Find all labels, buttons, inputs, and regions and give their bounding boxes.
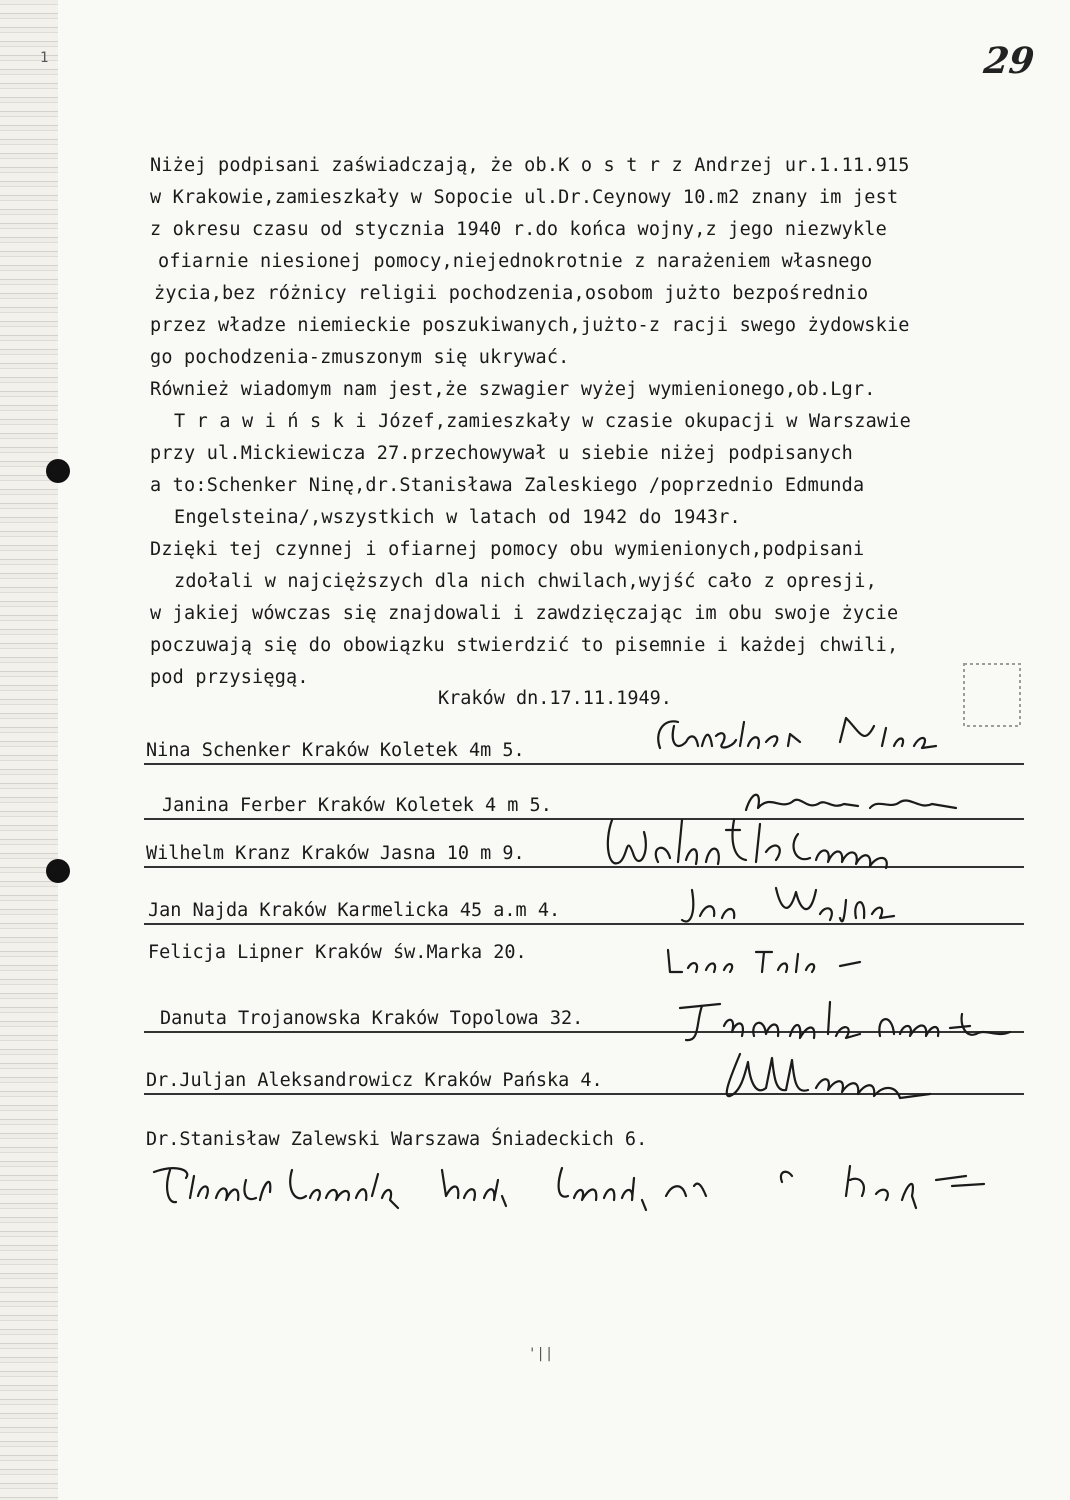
signatory-entry: Jan Najda Kraków Karmelicka 45 a.m 4. <box>148 900 561 921</box>
declaration-text <box>150 150 1030 694</box>
text-line: przy ul.Mickiewicza 27.przechowywał u siebie niżej podpisanych <box>150 443 853 464</box>
signature-line <box>144 763 1024 765</box>
signatory-entry: Dr.Stanisław Zalewski Warszawa Śniadeckich 6. <box>146 1129 648 1150</box>
signatory-entry: Nina Schenker Kraków Koletek 4m 5. <box>146 740 525 761</box>
text-line: pod przysięgą. <box>150 667 309 688</box>
punch-hole <box>46 859 70 883</box>
signatory-entry: Janina Ferber Kraków Koletek 4 m 5. <box>162 795 552 816</box>
signatory-entry: Danuta Trojanowska Kraków Topolowa 32. <box>160 1008 584 1029</box>
handwritten-signature <box>146 1156 1006 1216</box>
text-line: Dzięki tej czynnej i ofiarnej pomocy obu wymienionych,podpisani <box>150 539 865 560</box>
text-line: poczuwają się do obowiązku stwierdzić to pisemnie i każdej chwili, <box>150 635 899 656</box>
text-line: ofiarnie niesionej pomocy,niejednokrotnie z narażeniem własnego <box>158 251 873 272</box>
signatory-row <box>144 1114 1024 1154</box>
signatory-row <box>144 927 1024 967</box>
handwritten-signature <box>650 712 1010 760</box>
handwritten-signature <box>670 998 1030 1048</box>
handwritten-signature <box>660 942 890 978</box>
handwritten-signature <box>680 880 930 926</box>
signatory-entry: Felicja Lipner Kraków św.Marka 20. <box>148 942 527 963</box>
text-line: zdołali w najcięższych dla nich chwilach,wyjść cało z opresji, <box>174 571 877 592</box>
text-line: Engelsteina/,wszystkich w latach od 1942 do 1943r. <box>174 507 741 528</box>
text-line: Również wiadomym nam jest,że szwagier wyżej wymienionego,ob.Lgr. <box>150 379 876 400</box>
text-line: a to:Schenker Ninę,dr.Stanisława Zaleskiego /poprzednio Edmunda <box>150 475 865 496</box>
text-line: go pochodzenia-zmuszonym się ukrywać. <box>150 347 570 368</box>
place-date: Kraków dn.17.11.1949. <box>438 688 672 709</box>
handwritten-signature <box>700 1048 980 1106</box>
handwritten-signature <box>600 812 910 876</box>
text-line: T r a w i ń s k i Józef,zamieszkały w czasie okupacji w Warszawie <box>174 411 911 432</box>
text-line: przez władze niemieckie poszukiwanych,jużto-z racji swego żydowskie <box>150 315 910 336</box>
punch-hole <box>46 459 70 483</box>
margin-mark: 1 <box>40 50 49 66</box>
signatory-entry: Dr.Juljan Aleksandrowicz Kraków Pańska 4. <box>146 1070 603 1091</box>
text-line: w jakiej wówczas się znajdowali i zawdzięczając im obu swoje życie <box>150 603 899 624</box>
text-line: z okresu czasu od stycznia 1940 r.do końca wojny,z jego niezwykle <box>150 219 887 240</box>
text-line: w Krakowie,zamieszkały w Sopocie ul.Dr.Ceynowy 10.m2 znany im jest <box>150 187 899 208</box>
text-line: Niżej podpisani zaświadczają, że ob.K o s t r z Andrzej ur.1.11.915 <box>150 155 910 176</box>
folio-number: 29 <box>981 40 1037 82</box>
signatory-entry: Wilhelm Kranz Kraków Jasna 10 m 9. <box>146 843 525 864</box>
margin-mark: '|| <box>528 1346 554 1362</box>
page-margin-strip <box>0 0 58 1500</box>
text-line: życia,bez różnicy religii pochodzenia,osobom jużto bezpośrednio <box>154 283 869 304</box>
